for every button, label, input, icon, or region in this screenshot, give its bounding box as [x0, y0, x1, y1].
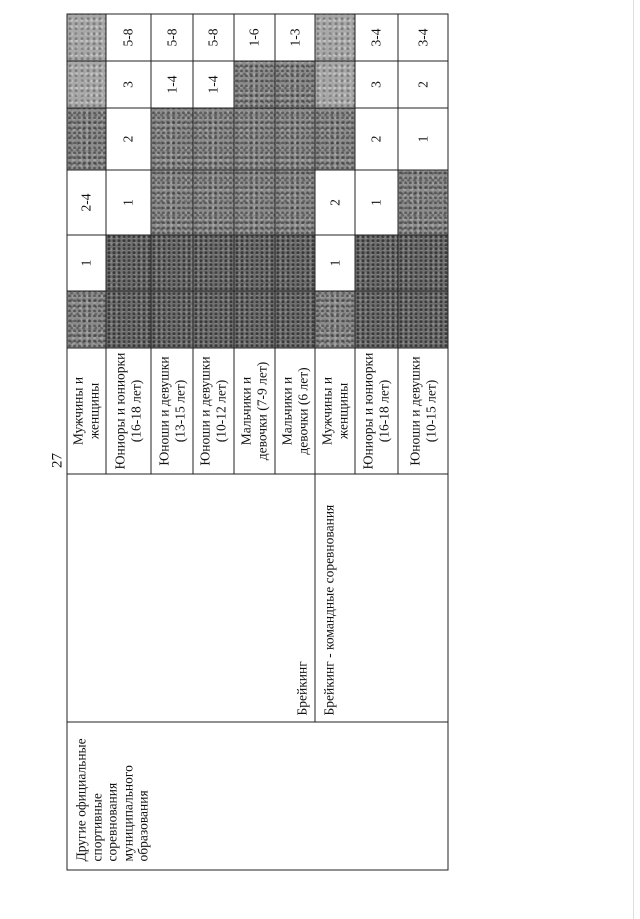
table-cell-empty — [151, 291, 193, 348]
table-cell-empty — [234, 61, 275, 108]
table-cell-empty — [193, 108, 234, 170]
table-cell-empty — [67, 291, 106, 348]
category-cell: Другие официальные спортивные соревнования муниципального образования — [67, 722, 448, 870]
table-cell-empty — [67, 61, 106, 108]
table-cell-empty — [151, 235, 193, 291]
table-cell: 5-8 — [151, 14, 193, 61]
table-cell: 1-4 — [193, 61, 234, 108]
table-cell: 2 — [398, 61, 448, 108]
table-cell-empty — [275, 170, 315, 235]
table-cell-empty — [106, 235, 151, 291]
table-cell: 1-6 — [234, 14, 275, 61]
table-cell: 5-8 — [106, 14, 151, 61]
age-cell: Мужчины и женщины — [67, 348, 106, 474]
table-cell: 1-3 — [275, 14, 315, 61]
table-cell: 1-4 — [151, 61, 193, 108]
table-cell-empty — [398, 235, 448, 291]
table-cell-empty — [355, 235, 398, 291]
age-cell: Мальчики и девочки (7-9 лет) — [234, 348, 275, 474]
table-cell-empty — [315, 108, 355, 170]
page-number: 27 — [49, 453, 66, 468]
discipline-cell-breaking: Брейкинг — [67, 474, 315, 722]
table-cell-empty — [275, 291, 315, 348]
table-cell: 3 — [355, 61, 398, 108]
table-cell-empty — [193, 170, 234, 235]
table-cell: 2 — [106, 108, 151, 170]
table-cell-empty — [193, 291, 234, 348]
table-cell: 2 — [355, 108, 398, 170]
table-cell: 1 — [355, 170, 398, 235]
discipline-cell-team: Брейкинг - командные соревнования — [315, 474, 448, 722]
table-cell-empty — [67, 108, 106, 170]
age-cell: Мальчики и девочки (6 лет) — [275, 348, 315, 474]
age-cell: Юноши и девушки (10-12 лет) — [193, 348, 234, 474]
age-cell: Юниоры и юниорки (16-18 лет) — [355, 348, 398, 474]
table-cell-empty — [315, 61, 355, 108]
table-cell-empty — [234, 291, 275, 348]
table-cell: 3-4 — [355, 14, 398, 61]
table-cell-empty — [315, 291, 355, 348]
table-cell-empty — [151, 170, 193, 235]
table-cell: 3-4 — [398, 14, 448, 61]
table-cell-empty — [275, 61, 315, 108]
age-cell: Юноши и девушки (10-15 лет) — [398, 348, 448, 474]
table-cell-empty — [151, 108, 193, 170]
age-cell: Мужчины и женщины — [315, 348, 355, 474]
table-cell-empty — [398, 170, 448, 235]
table-cell-empty — [193, 235, 234, 291]
table-cell-empty — [106, 291, 151, 348]
table-cell-empty — [67, 14, 106, 61]
table-cell: 1 — [398, 108, 448, 170]
table-cell-empty — [355, 291, 398, 348]
table-cell-empty — [234, 108, 275, 170]
table-wrapper — [67, 28, 448, 871]
sports-ranking-table — [67, 14, 449, 871]
table-cell: 2-4 — [67, 170, 106, 235]
table-cell-empty — [275, 108, 315, 170]
rotated-table-container — [66, 28, 447, 871]
table-cell: 5-8 — [193, 14, 234, 61]
table-cell: 1 — [106, 170, 151, 235]
table-cell: 1 — [315, 235, 355, 291]
table-cell-empty — [398, 291, 448, 348]
scan-edge — [633, 0, 634, 919]
table-cell: 2 — [315, 170, 355, 235]
table-cell-empty — [234, 235, 275, 291]
table-cell: 3 — [106, 61, 151, 108]
age-cell: Юноши и девушки (13-15 лет) — [151, 348, 193, 474]
age-cell: Юниоры и юниорки (16-18 лет) — [106, 348, 151, 474]
table-cell-empty — [275, 235, 315, 291]
table-cell-empty — [234, 170, 275, 235]
table-cell: 1 — [67, 235, 106, 291]
table-cell-empty — [315, 14, 355, 61]
